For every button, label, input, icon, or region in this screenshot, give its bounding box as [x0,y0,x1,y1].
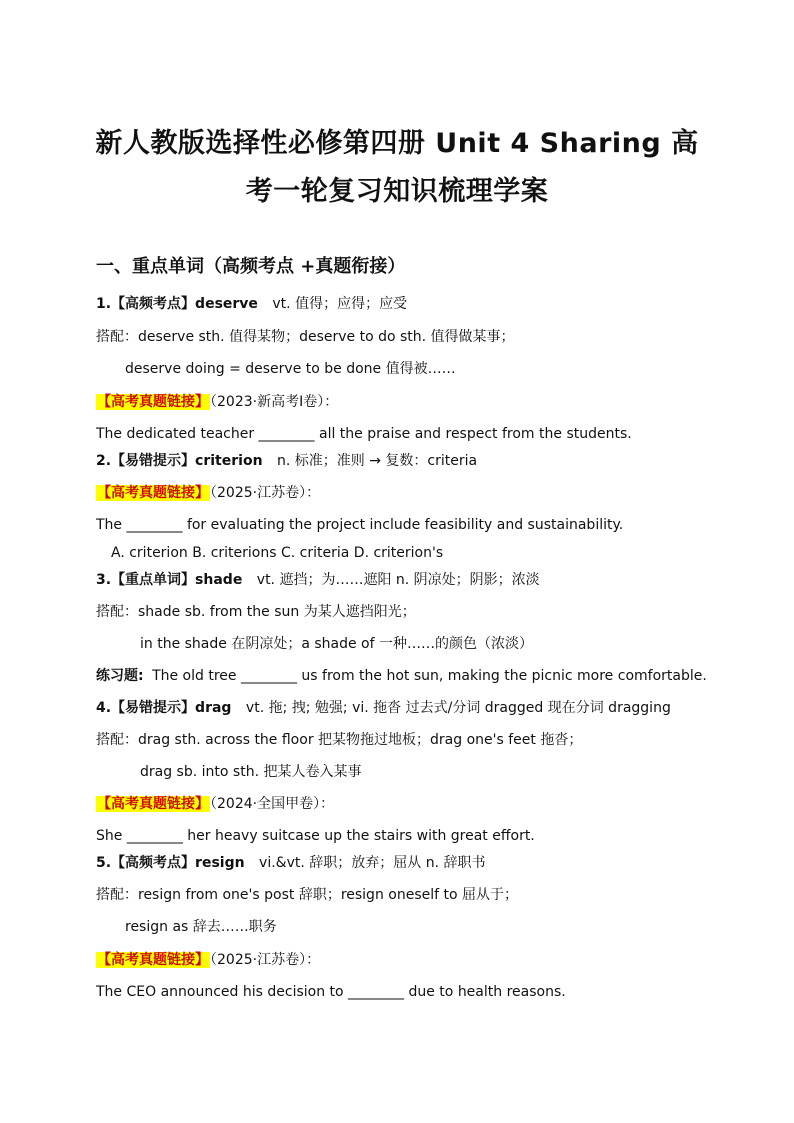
item-2-example: The ________ for evaluating the project include feasibility and sustainability. [96,517,624,533]
item-5-collocation-1: 搭配：resign from one's post 辞职；resign oneself to 屈从于； [96,887,519,903]
item-4-head: 4.【易错提示】drag [96,700,232,716]
item-3-headline [96,573,540,587]
item-3-pos: vt. 遮挡；为……遮阳 n. 阴凉处；阴影；浓淡 [256,572,540,588]
exam-link-tag: 【高考真题链接】 [97,394,209,410]
exam-link-source: （2025·江苏卷）： [210,485,321,501]
item-1-example: The dedicated teacher ________ all the praise and respect from the students. [96,426,632,442]
exam-link-source: （2023·新高考Ⅰ卷）： [210,394,339,410]
item-1-head: 1.【高频考点】deserve [96,296,258,312]
item-3-collocation-2: in the shade 在阴凉处；a shade of 一种……的颜色（浓淡） [140,636,534,652]
exam-link-source: （2025·江苏卷）： [210,952,321,968]
item-2-pos: n. 标准；准则 → 复数：criteria [277,453,478,469]
section-heading: 一、重点单词（高频考点 +真题衔接） [96,256,406,277]
item-5-head: 5.【高频考点】resign [96,855,245,871]
item-4-collocation-1: 搭配：drag sth. across the floor 把某物拖过地板；drag one's feet 拖沓； [96,732,583,748]
exam-link-source: （2024·全国甲卷）： [210,796,335,812]
practice-label: 练习题: [96,668,144,684]
item-2-options: A. criterion B. criterions C. criteria D. criterion's [111,545,444,561]
item-4-exam-link [96,797,334,811]
item-1-collocation-1: 搭配：deserve sth. 值得某物；deserve to do sth. 值得做某事； [96,329,515,345]
item-5-pos: vi.&vt. 辞职；放弃；屈从 n. 辞职书 [259,855,486,871]
item-4-example: She ________ her heavy suitcase up the stairs with great effort. [96,828,535,844]
item-3-head: 3.【重点单词】shade [96,572,243,588]
practice-text: The old tree ________ us from the hot sun, making the picnic more comfortable. [152,668,707,684]
item-4-pos: vt. 拖; 拽; 勉强; vi. 拖沓 过去式/分词 dragged 现在分词 dragging [245,700,671,716]
item-4-headline [96,701,671,715]
item-2-headline [96,454,477,468]
item-5-exam-link [96,953,320,967]
document-title-line-2: 考一轮复习知识梳理学案 [245,176,549,207]
exam-link-tag: 【高考真题链接】 [97,796,209,812]
exam-link-tag: 【高考真题链接】 [97,485,209,501]
item-4-collocation-2: drag sb. into sth. 把某人卷入某事 [140,764,362,780]
item-1-pos: vt. 值得；应得；应受 [272,296,408,312]
item-3-practice [96,669,707,683]
item-1-collocation-2: deserve doing = deserve to be done 值得被…… [125,361,456,377]
item-5-collocation-2: resign as 辞去……职务 [125,919,277,935]
item-3-collocation-1: 搭配：shade sb. from the sun 为某人遮挡阳光； [96,604,416,620]
item-1-exam-link [96,395,338,409]
exam-link-tag: 【高考真题链接】 [97,952,209,968]
item-1-headline [96,297,407,311]
document-title-line-1: 新人教版选择性必修第四册 Unit 4 Sharing 高 [95,128,699,159]
item-5-example: The CEO announced his decision to ________ due to health reasons. [96,984,566,1000]
item-2-head: 2.【易错提示】criterion [96,453,263,469]
item-5-headline [96,856,486,870]
item-2-exam-link [96,486,320,500]
